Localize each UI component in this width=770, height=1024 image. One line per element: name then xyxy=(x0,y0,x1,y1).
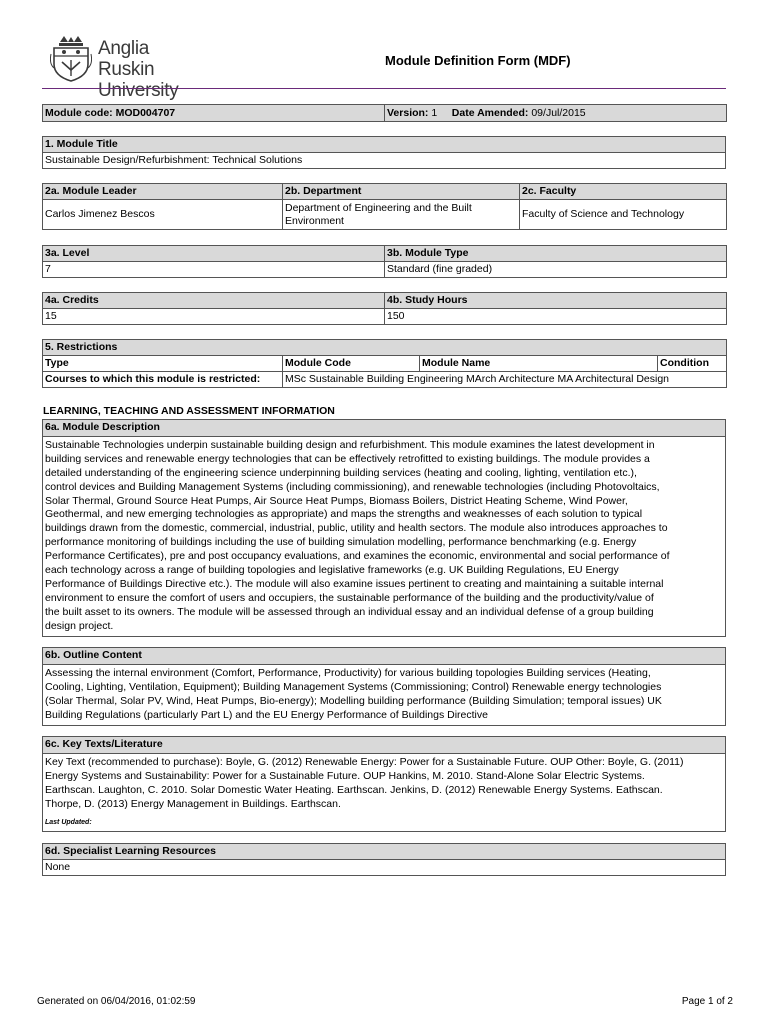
module-type-value: Standard (fine graded) xyxy=(385,262,727,278)
description-line: Performance Certificates), pre and post occupancy evaluations, and examines the economic, environmental and social performance of xyxy=(45,550,670,563)
restrictions-table xyxy=(42,339,726,388)
outline-line: Building Regulations (particularly Part L) and the EU Energy Performance of Buildings Directive xyxy=(45,708,488,721)
module-type-heading: 3b. Module Type xyxy=(385,246,727,262)
module-leader-value: Carlos Jimenez Bescos xyxy=(43,200,283,230)
description-line: building services and renewable energy technologies that can be effectively retrofitted to existing buildings. The module provides a xyxy=(45,452,650,465)
date-amended-label: Date Amended: xyxy=(451,106,529,119)
module-title-table xyxy=(42,136,726,169)
description-line: control devices and Building Management Systems (including commissioning), and renewable technologies (including Photovoltaics, xyxy=(45,480,660,493)
key-texts-body xyxy=(43,753,726,832)
resources-table xyxy=(42,843,726,876)
title-divider xyxy=(42,88,726,89)
description-heading: 6a. Module Description xyxy=(43,420,726,437)
level-heading: 3a. Level xyxy=(43,246,385,262)
department-value: Department of Engineering and the Built Environment xyxy=(283,200,520,230)
description-body xyxy=(43,436,726,636)
form-title: Module Definition Form (MDF) xyxy=(385,53,571,68)
resources-value: None xyxy=(43,860,726,876)
key-texts-table xyxy=(42,736,726,832)
study-hours-value: 150 xyxy=(385,309,727,325)
description-table xyxy=(42,419,726,637)
outline-table xyxy=(42,647,726,726)
restrictions-col-condition: Condition xyxy=(658,356,727,372)
university-logo xyxy=(50,34,210,101)
leader-table xyxy=(42,183,726,230)
description-line: detailed understanding of the engineering science underpinning building services (heating and cooling, lighting, ventilation etc.), xyxy=(45,466,637,479)
faculty-heading: 2c. Faculty xyxy=(520,184,727,200)
restrictions-col-code: Module Code xyxy=(283,356,420,372)
logo-line-2: University xyxy=(98,80,179,101)
outline-heading: 6b. Outline Content xyxy=(43,648,726,665)
credits-table xyxy=(42,292,726,325)
module-leader-heading: 2a. Module Leader xyxy=(43,184,283,200)
description-line: the built asset to its owners. The module will be assessed through an individual essay and an individual defense of a group building xyxy=(45,605,654,618)
level-value: 7 xyxy=(43,262,385,278)
outline-line: Cooling, Lighting, Ventilation, Equipment); Building Management Systems (Commissioning; Control) Renewable energy technologies xyxy=(45,680,662,693)
generated-timestamp: Generated on 06/04/2016, 01:02:59 xyxy=(37,996,196,1007)
module-title-heading: 1. Module Title xyxy=(43,137,726,153)
lta-heading: LEARNING, TEACHING AND ASSESSMENT INFORMATION xyxy=(43,405,335,417)
description-line: each technology across a range of building topologies and legislative frameworks (e.g. UK Building Regulations, EU Energy xyxy=(45,564,619,577)
restrictions-row-type: Courses to which this module is restricted: xyxy=(43,372,283,388)
module-code-table xyxy=(42,104,726,122)
module-title-value: Sustainable Design/Refurbishment: Technical Solutions xyxy=(43,153,726,169)
version-label: Version: xyxy=(387,106,429,119)
description-line: Solar Thermal, Ground Source Heat Pumps, Air Source Heat Pumps, Biomass Boilers, District Heating Scheme, Wind Power, xyxy=(45,494,628,507)
resources-heading: 6d. Specialist Learning Resources xyxy=(43,844,726,860)
key-texts-heading: 6c. Key Texts/Literature xyxy=(43,737,726,754)
description-line: Sustainable Technologies underpin sustainable building design and refurbishment. This module examines the latest development in xyxy=(45,438,655,451)
outline-line: (Solar Thermal, Solar PV, Wind, Heat Pumps, Bio-energy); Modelling building performance (Building Simulation; temporal issues) UK xyxy=(45,694,662,707)
key-texts-line: Thorpe, D. (2013) Energy Management in Buildings. Earthscan. xyxy=(45,797,341,810)
description-line: buildings drawn from the domestic, commercial, industrial, public, utility and health sectors. The module also introduces approaches to xyxy=(45,522,668,535)
restrictions-heading: 5. Restrictions xyxy=(43,340,727,356)
level-table xyxy=(42,245,726,278)
date-amended-value: 09/Jul/2015 xyxy=(531,106,586,119)
credits-heading: 4a. Credits xyxy=(43,293,385,309)
outline-body xyxy=(43,664,726,725)
key-texts-line: Earthscan. Laughton, C. 2010. Solar Domestic Water Heating. Earthscan. Jenkins, D. (2012) Renewable Energy Systems. Eathscan. xyxy=(45,783,663,796)
description-line: performance monitoring of buildings including the use of building simulation modelling, performance benchmarking (e.g. Energy xyxy=(45,536,637,549)
module-code: Module code: MOD004707 xyxy=(43,105,385,122)
key-texts-line: Energy Systems and Sustainability: Power for a Sustainable Future. OUP Hankins, M. 2010. Stand-Alone Solar Electric Systems. xyxy=(45,769,645,782)
description-line: environment to ensure the comfort of users and occupiers, the sustainable performance of the building and the productivity/value of xyxy=(45,591,654,604)
department-heading: 2b. Department xyxy=(283,184,520,200)
key-texts-line: Key Text (recommended to purchase): Boyle, G. (2012) Renewable Energy: Power for a Sustainable Future. OUP Other: Boyle, G. (2011) xyxy=(45,755,684,768)
description-line: design project. xyxy=(45,619,114,632)
page-number: Page 1 of 2 xyxy=(681,996,733,1007)
credits-value: 15 xyxy=(43,309,385,325)
last-updated-label: Last Updated: xyxy=(45,818,92,826)
restrictions-row-courses: MSc Sustainable Building Engineering MArch Architecture MA Architectural Design xyxy=(283,372,727,388)
crest-icon xyxy=(50,34,92,82)
description-line: Performance of Buildings Directive etc.). The module will also examine issues pertinent to creating and maintaining a suitable internal xyxy=(45,577,664,590)
restrictions-col-name: Module Name xyxy=(420,356,658,372)
outline-line: Assessing the internal environment (Comfort, Performance, Productivity) for various building topologies Building services (Heating, xyxy=(45,666,651,679)
version-date-cell xyxy=(385,105,727,122)
description-line: Geothermal, and new emerging technologies as appropriate) and maps the strengths and weaknesses of each solution to typical xyxy=(45,508,643,521)
logo-line-1: Anglia Ruskin xyxy=(98,38,155,80)
faculty-value: Faculty of Science and Technology xyxy=(520,200,727,230)
study-hours-heading: 4b. Study Hours xyxy=(385,293,727,309)
restrictions-col-type: Type xyxy=(43,356,283,372)
logo-wordmark xyxy=(98,38,210,101)
version-value: 1 xyxy=(431,106,438,119)
